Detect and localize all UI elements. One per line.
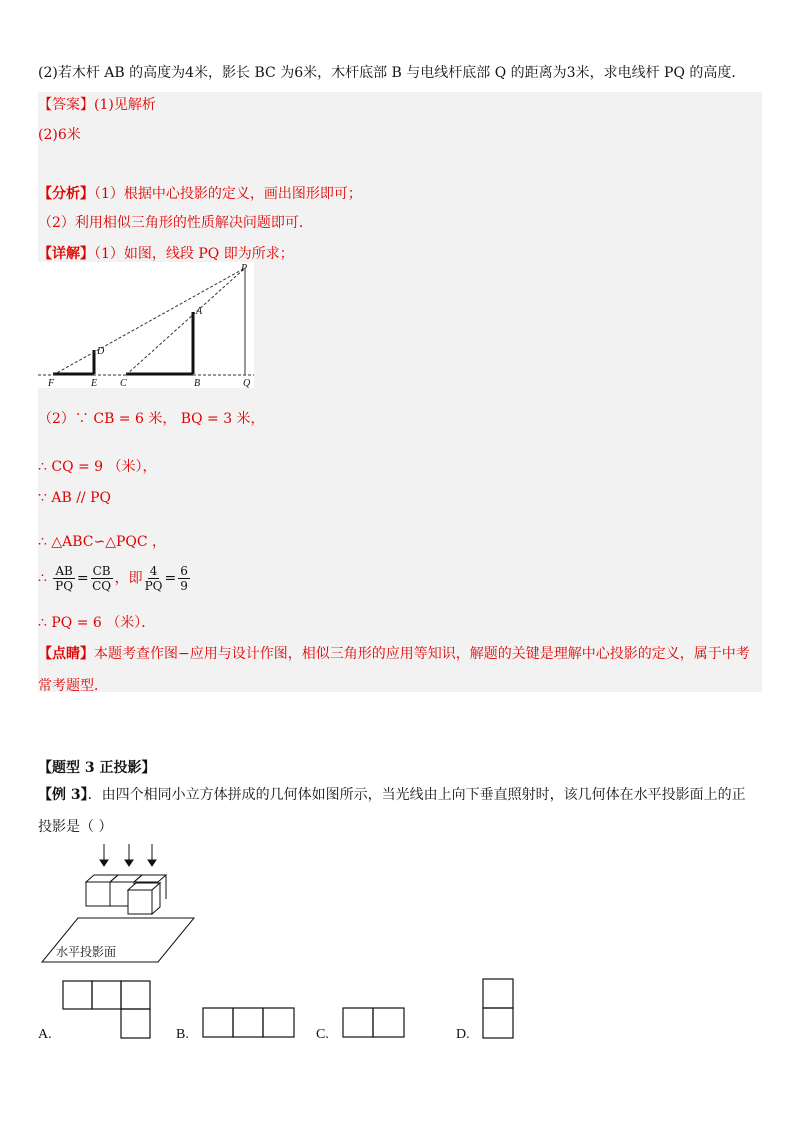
option-c[interactable]: C.	[316, 1027, 329, 1042]
fraction-4-pq: $\frac{4}{PQ}$	[144, 564, 163, 593]
point-p-label: P	[241, 263, 248, 274]
point-c-label: C	[120, 378, 127, 389]
solution-step1: （2）∵ CB = 6 米， BQ = 3 米，	[38, 411, 265, 427]
solution-step5: ∴ $\frac{AB}{PQ}$ = $\frac{CB}{CQ}$ ，即 $\frac{4}{PQ}$ = $\frac{6}{9}$	[38, 564, 188, 593]
point-b-label: B	[194, 378, 201, 389]
point-e-label: E	[91, 378, 98, 389]
solution-step6: ∴ PQ = 6 （米）．	[38, 615, 156, 631]
point-f-label: F	[48, 378, 55, 389]
option-c-figure	[342, 1007, 406, 1039]
analysis-line2: （2）利用相似三角形的性质解决问题即可．	[38, 215, 313, 231]
comment-label: 【点睛】	[38, 646, 94, 662]
fraction-ab-pq: $\frac{AB}{PQ}$	[55, 564, 74, 593]
comment-line1: 【点睛】本题考查作图−应用与设计作图，相似三角形的应用等知识，解题的关键是理解中心投影的定义，属于中考	[38, 646, 750, 662]
solution-step4: ∴ △ABC∽△PQC ，	[38, 534, 167, 550]
analysis-label: 【分析】	[38, 186, 94, 202]
plane-label: 水平投影面	[56, 945, 117, 959]
answer-line2: (2)6米	[38, 127, 81, 143]
option-a-figure	[62, 980, 152, 1040]
point-a-label: A	[196, 306, 203, 317]
option-a[interactable]: A.	[38, 1027, 52, 1042]
fraction-cb-cq: $\frac{CB}{CQ}$	[92, 564, 112, 593]
fraction-6-9: $\frac{6}{9}$	[180, 564, 188, 593]
central-projection-diagram	[38, 262, 254, 388]
option-b-figure	[202, 1007, 296, 1039]
comment-line2: 常考题型．	[38, 678, 108, 694]
problem-part2: (2)若木杆 AB 的高度为4米，影长 BC 为6米，木杆底部 B 与电线杆底部 Q 的距离为3米，求电线杆 PQ 的高度．	[38, 65, 746, 81]
example-label: 【例 3】	[38, 787, 88, 803]
analysis-line1: 【分析】（1）根据中心投影的定义，画出图形即可；	[38, 186, 362, 202]
example-line1: 【例 3】．由四个相同小立方体拼成的几何体如图所示，当光线由上向下垂直照射时，该几何体在水平投影面上的正	[38, 787, 746, 803]
answer-line1: 【答案】(1)见解析	[38, 97, 156, 113]
answer-panel	[38, 92, 762, 692]
detail-label: 【详解】	[38, 246, 94, 262]
option-d-figure	[482, 978, 516, 1040]
point-d-label: D	[97, 346, 105, 357]
cube-figure	[38, 842, 198, 966]
section-title: 【题型 3 正投影】	[38, 760, 156, 776]
example-line2: 投影是（ ）	[38, 819, 113, 835]
solution-step3: ∵ AB // PQ	[38, 490, 111, 506]
solution-step2: ∴ CQ = 9 （米），	[38, 459, 157, 475]
point-q-label: Q	[243, 378, 251, 389]
option-d[interactable]: D.	[456, 1027, 470, 1042]
detail-line1: 【详解】（1）如图，线段 PQ 即为所求；	[38, 246, 294, 262]
answer-label: 【答案】	[38, 97, 94, 113]
option-b[interactable]: B.	[176, 1027, 189, 1042]
